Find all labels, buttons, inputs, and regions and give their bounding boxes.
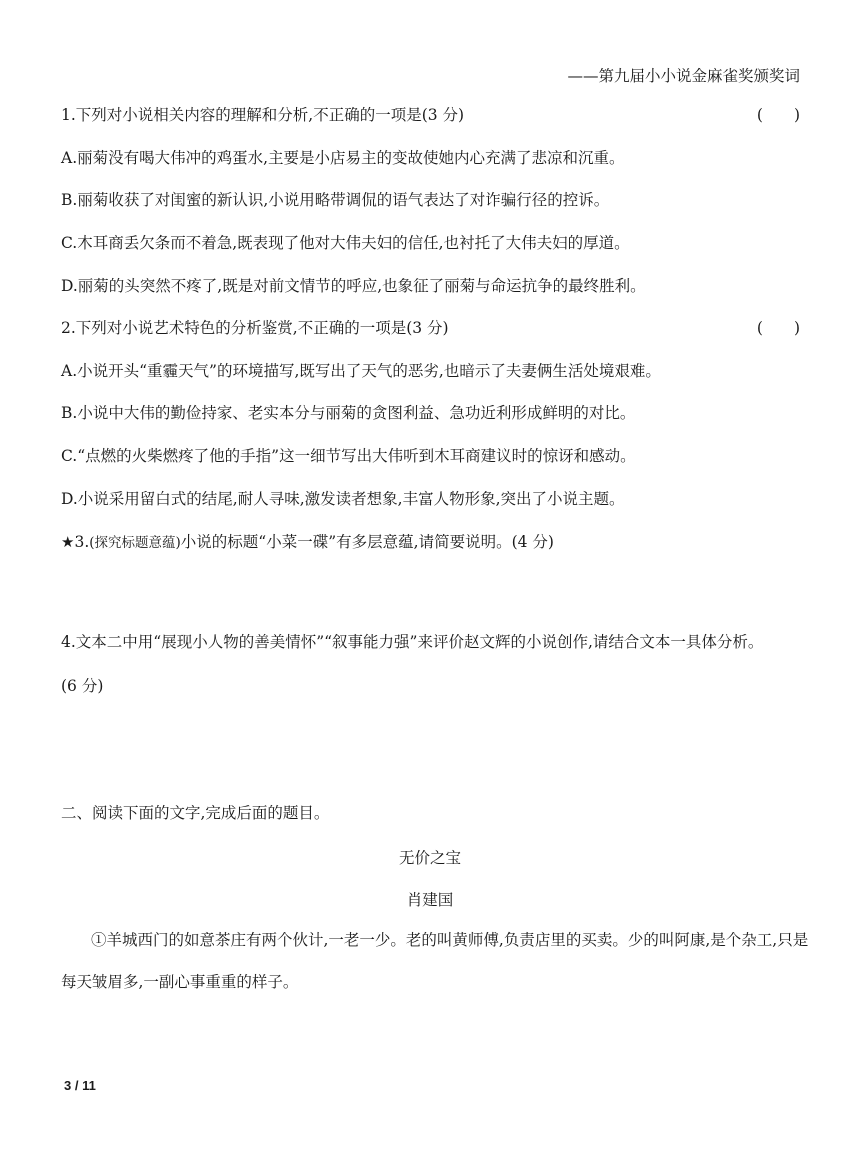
star-icon: ★ [61, 533, 75, 551]
question-2-answer-paren: ( ) [756, 319, 800, 337]
question-4-line-1: 4.文本二中用“展现小人物的善美情怀”“叙事能力强”来评价赵文辉的小说创作,请结合文本一具体分析。 [61, 633, 764, 651]
page-number: 3 / 11 [64, 1078, 96, 1093]
question-2-stem: 2.下列对小说艺术特色的分析鉴赏,不正确的一项是(3 分) [61, 319, 449, 337]
question-2-option-a: A.小说开头“重霾天气”的环境描写,既写出了天气的恶劣,也暗示了夫妻俩生活处境艰难。 [61, 362, 661, 380]
question-1-answer-paren: ( ) [756, 106, 800, 124]
header-attribution: ——第九届小小说金麻雀奖颁奖词 [567, 67, 800, 85]
question-3-number: 3. [74, 533, 90, 551]
question-3 [61, 532, 554, 553]
question-1-option-d: D.丽菊的头突然不疼了,既是对前文情节的呼应,也象征了丽菊与命运抗争的最终胜利。 [61, 277, 646, 295]
question-2-option-d: D.小说采用留白式的结尾,耐人寻味,激发读者想象,丰富人物形象,突出了小说主题。 [61, 490, 625, 508]
question-4-line-2: (6 分) [61, 677, 104, 695]
article-author: 肖建国 [406, 891, 454, 909]
question-3-text: 小说的标题“小菜一碟”有多层意蕴,请简要说明。(4 分) [180, 533, 554, 551]
question-2-option-b: B.小说中大伟的勤俭持家、老实本分与丽菊的贪图利益、急功近利形成鲜明的对比。 [61, 404, 636, 422]
question-2-option-c: C.“点燃的火柴燃疼了他的手指”这一细节写出大伟听到木耳商建议时的惊讶和感动。 [61, 447, 636, 465]
question-3-tag: (探究标题意蕴) [89, 535, 181, 551]
section-2-heading: 二、阅读下面的文字,完成后面的题目。 [61, 804, 330, 822]
question-1-stem: 1.下列对小说相关内容的理解和分析,不正确的一项是(3 分) [61, 106, 465, 124]
question-1-option-c: C.木耳商丢欠条而不着急,既表现了他对大伟夫妇的信任,也衬托了大伟夫妇的厚道。 [61, 234, 630, 252]
article-paragraph-1-line-1: ①羊城西门的如意茶庄有两个伙计,一老一少。老的叫黄师傅,负责店里的买卖。少的叫阿康,是个杂工,只是 [91, 931, 809, 949]
article-paragraph-1-line-2: 每天皱眉多,一副心事重重的样子。 [61, 973, 299, 991]
question-1-option-a: A.丽菊没有喝大伟冲的鸡蛋水,主要是小店易主的变故使她内心充满了悲凉和沉重。 [61, 149, 625, 167]
question-1-option-b: B.丽菊收获了对闺蜜的新认识,小说用略带调侃的语气表达了对诈骗行径的控诉。 [61, 191, 610, 209]
article-title: 无价之宝 [398, 849, 461, 867]
